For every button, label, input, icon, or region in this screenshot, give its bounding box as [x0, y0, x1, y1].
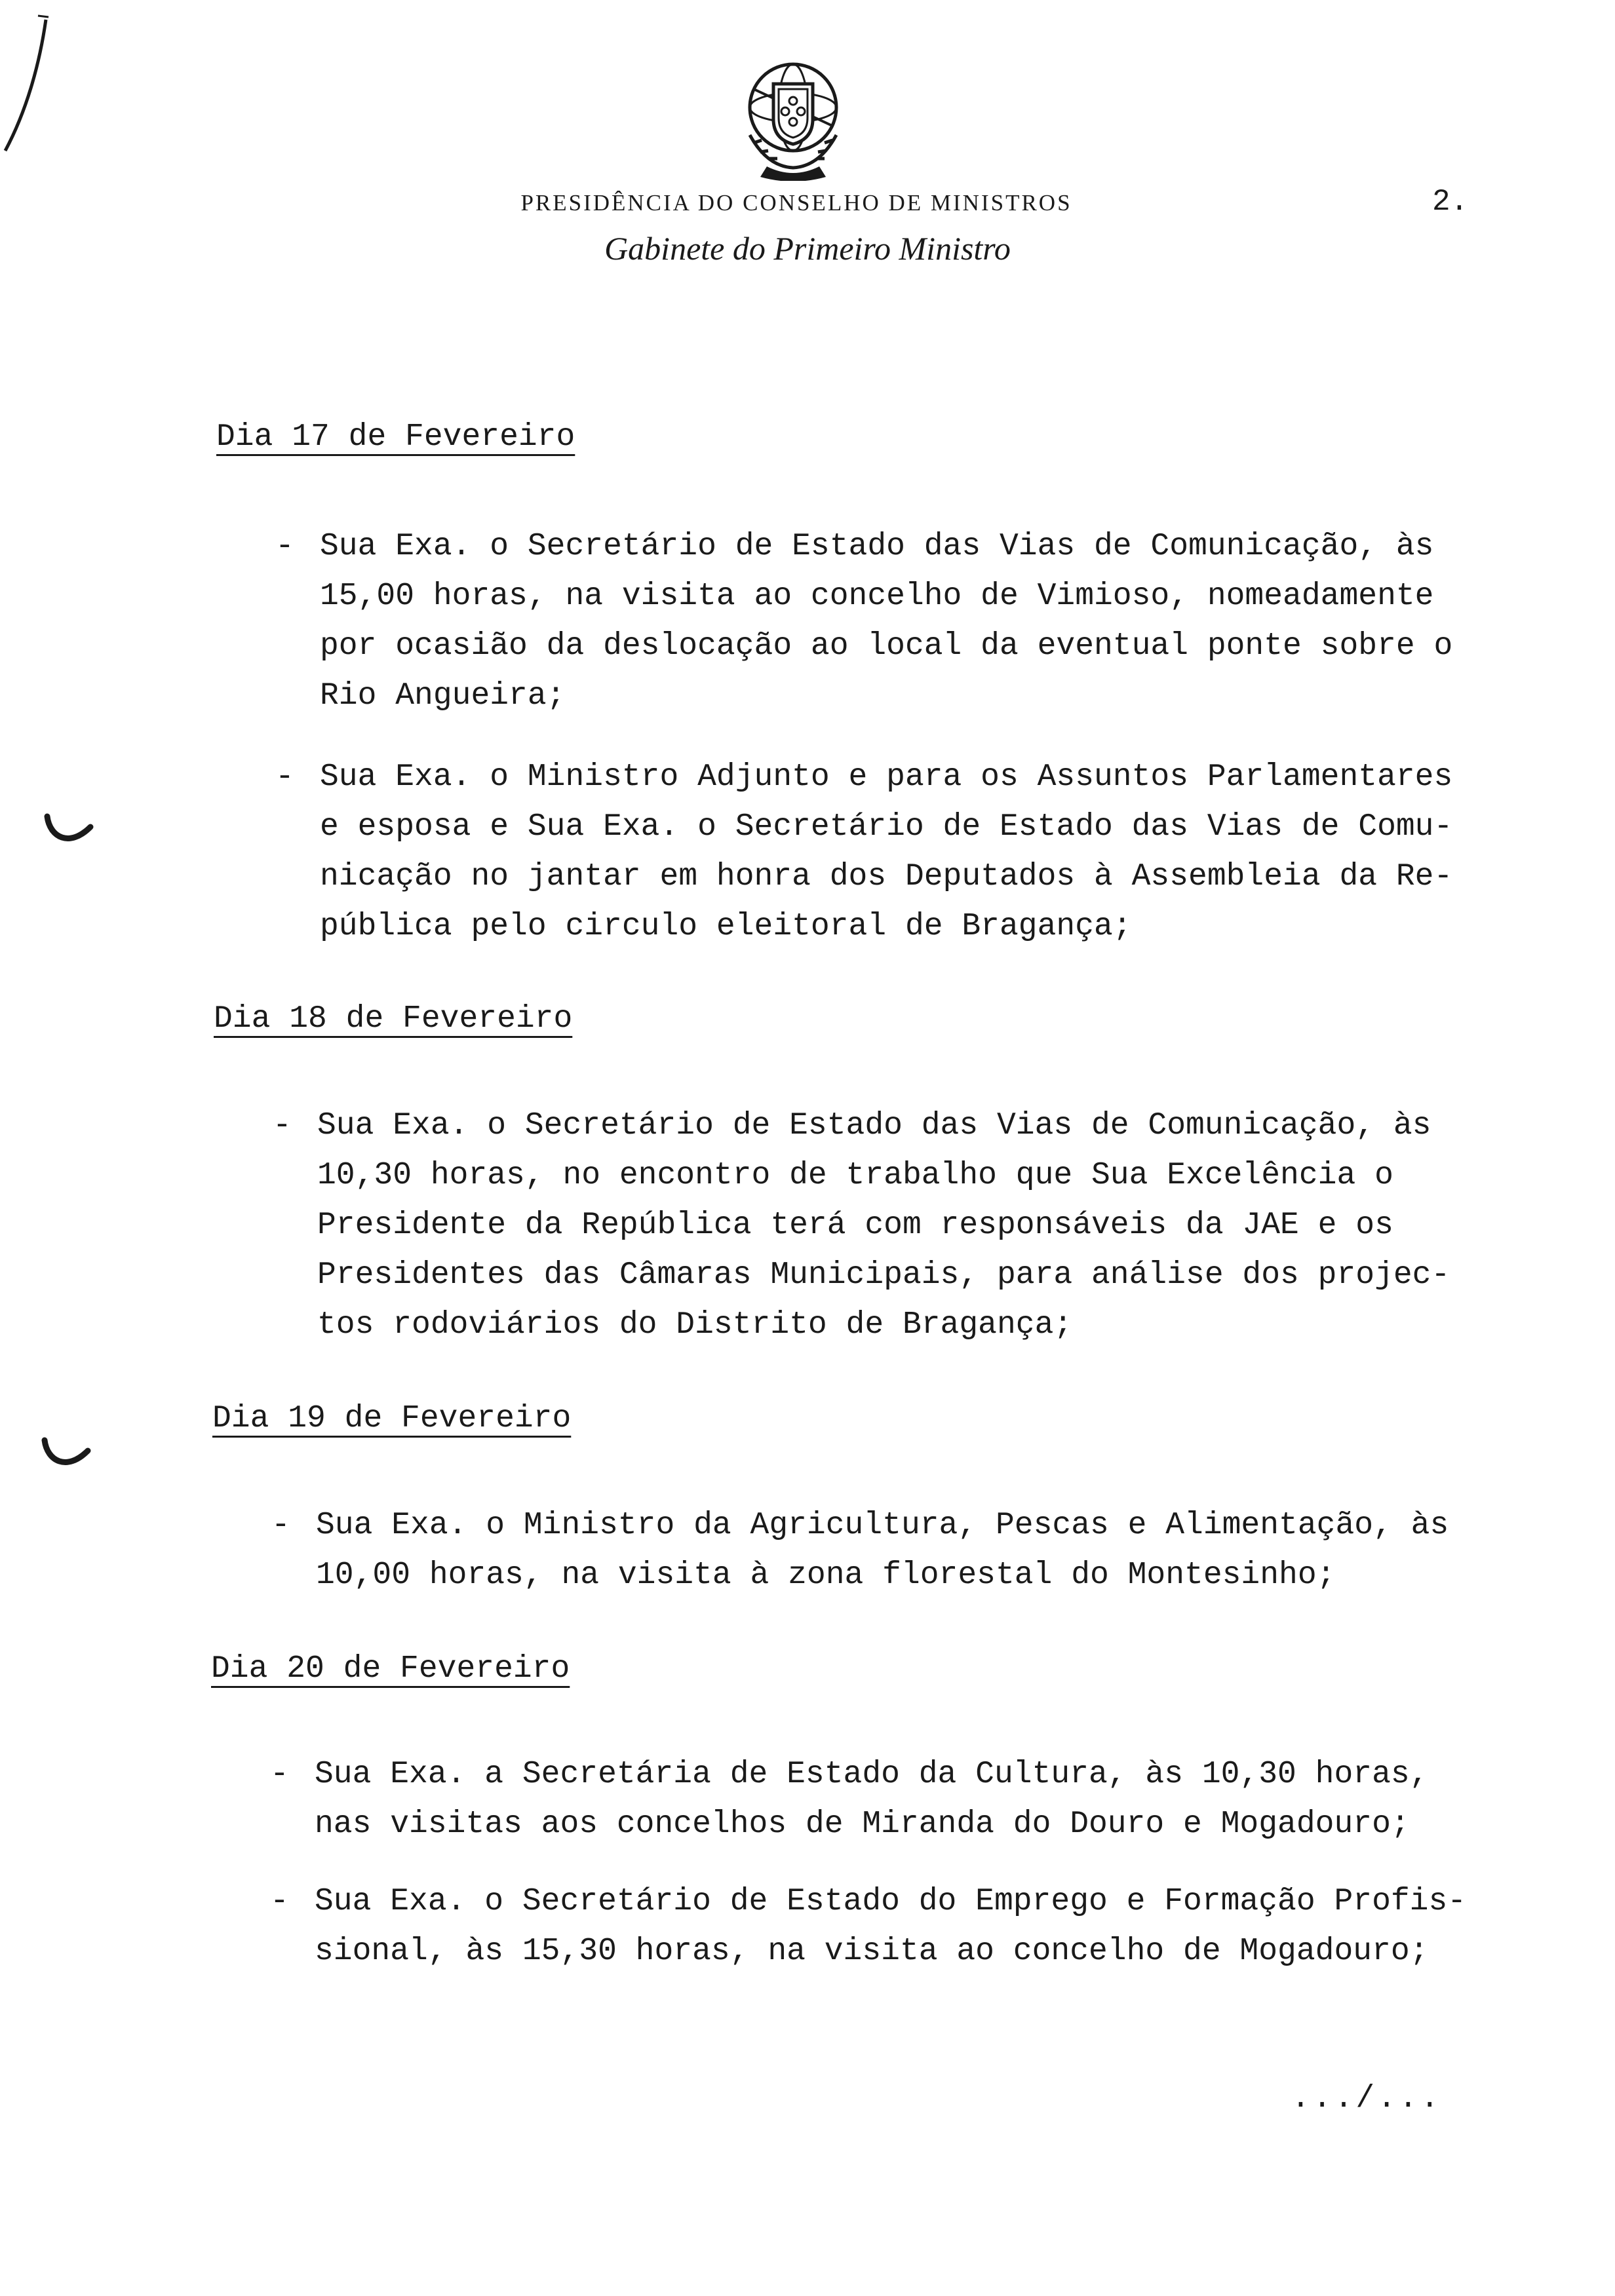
- day-heading: Dia 19 de Fevereiro: [212, 1401, 572, 1436]
- page-number: 2.: [1432, 185, 1469, 219]
- day-heading: Dia 18 de Fevereiro: [214, 1001, 573, 1037]
- entry-line: Sua Exa. o Secretário de Estado do Emprego e Formação Profis-: [315, 1884, 1467, 1919]
- ministry-title: PRESIDÊNCIA DO CONSELHO DE MINISTROS: [520, 190, 1072, 216]
- entry-line: nas visitas aos concelhos de Miranda do Douro e Mogadouro;: [315, 1807, 1410, 1842]
- entry-dash: -: [275, 529, 294, 564]
- entry-line: Sua Exa. o Ministro Adjunto e para os Assuntos Parlamentares: [320, 759, 1453, 795]
- entry-line: 15,00 horas, na visita ao concelho de Vimioso, nomeadamente: [320, 579, 1434, 614]
- entry-line: Sua Exa. o Secretário de Estado das Vias de Comunicação, às: [320, 529, 1434, 564]
- entry-line: Sua Exa. o Secretário de Estado das Vias de Comunicação, às: [317, 1108, 1431, 1143]
- office-subtitle: Gabinete do Primeiro Ministro: [604, 230, 1011, 267]
- entry-line: tos rodoviários do Distrito de Bragança;: [317, 1307, 1073, 1343]
- day-heading: Dia 17 de Fevereiro: [216, 419, 575, 455]
- coat-of-arms-icon: [734, 56, 852, 181]
- entry-dash: -: [270, 1884, 289, 1919]
- agenda-entry: [270, 1750, 1428, 1849]
- agenda-entry: [273, 1101, 1450, 1350]
- entry-line: e esposa e Sua Exa. o Secretário de Estado das Vias de Comu-: [320, 809, 1453, 845]
- entry-line: 10,00 horas, na visita à zona florestal do Montesinho;: [316, 1558, 1336, 1593]
- entry-line: Sua Exa. a Secretária de Estado da Cultura, às 10,30 horas,: [315, 1757, 1429, 1792]
- agenda-entry: [275, 752, 1452, 951]
- margin-tick-mark: [43, 811, 96, 851]
- entry-line: Sua Exa. o Ministro da Agricultura, Pescas e Alimentação, às: [316, 1508, 1449, 1543]
- entry-line: pública pelo circulo eleitoral de Bragança;: [320, 909, 1132, 944]
- agenda-entry: [270, 1877, 1466, 1976]
- continuation-mark: .../...: [1291, 2081, 1442, 2116]
- entry-line: Rio Angueira;: [320, 678, 566, 714]
- entry-line: sional, às 15,30 horas, na visita ao concelho de Mogadouro;: [315, 1934, 1429, 1969]
- agenda-entry: [275, 522, 1452, 721]
- entry-dash: -: [271, 1508, 290, 1543]
- margin-tick-mark: [41, 1435, 93, 1474]
- entry-dash: -: [270, 1757, 289, 1792]
- entry-line: nicação no jantar em honra dos Deputados à Assembleia da Re-: [320, 859, 1453, 894]
- day-heading: Dia 20 de Fevereiro: [211, 1651, 570, 1687]
- entry-dash: -: [273, 1108, 292, 1143]
- entry-line: por ocasião da deslocação ao local da eventual ponte sobre o: [320, 628, 1453, 664]
- entry-line: Presidente da República terá com responsáveis da JAE e os: [317, 1208, 1393, 1243]
- agenda-entry: [271, 1501, 1449, 1600]
- entry-line: Presidentes das Câmaras Municipais, para análise dos projec-: [317, 1257, 1450, 1293]
- entry-dash: -: [275, 759, 294, 795]
- margin-stroke-mark: [0, 13, 52, 157]
- entry-line: 10,30 horas, no encontro de trabalho que Sua Excelência o: [317, 1158, 1393, 1193]
